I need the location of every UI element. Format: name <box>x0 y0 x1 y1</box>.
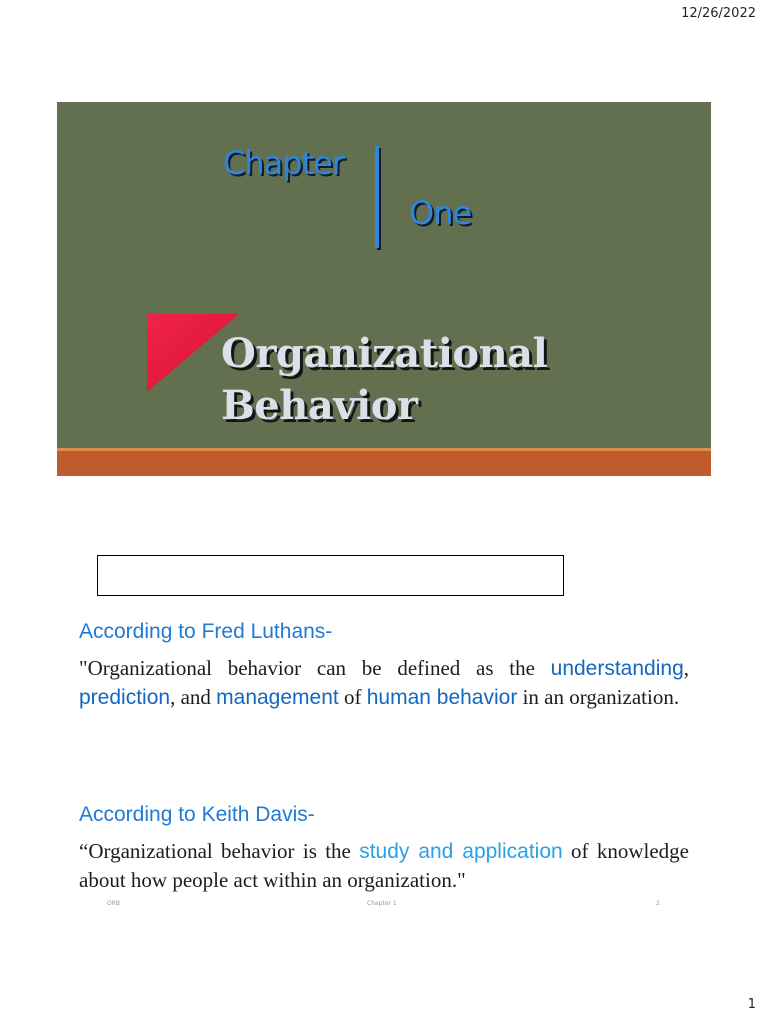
empty-title-box <box>97 555 564 596</box>
slide-footer-center: Chapter 1 <box>367 900 397 907</box>
quote-text: , <box>683 656 689 680</box>
davis-heading: According to Keith Davis- <box>79 803 315 826</box>
slide-stripe <box>57 451 711 476</box>
chapter-label: Chapter <box>223 144 344 182</box>
chapter-number: One <box>409 194 472 232</box>
slide-title-line2: Behavior <box>221 382 418 429</box>
quote-text: “Organizational behavior is the <box>79 839 360 863</box>
quote-text: of knowledge about how people act within an organization." <box>79 839 689 892</box>
highlighted-term: management <box>216 686 339 709</box>
chapter-divider <box>375 146 379 248</box>
highlighted-term: prediction <box>79 686 171 709</box>
highlighted-term: human behavior <box>366 686 518 709</box>
title-slide <box>57 102 711 476</box>
highlighted-term: understanding <box>550 657 684 680</box>
slide-title-line1: Organizational <box>221 330 548 377</box>
davis-section <box>79 803 689 894</box>
print-date: 12/26/2022 <box>681 6 756 21</box>
quote-text: "Organizational behavior can be defined as the <box>79 656 551 680</box>
luthans-heading: According to Fred Luthans- <box>79 620 333 643</box>
page-number: 1 <box>747 997 756 1012</box>
quote-text: in an organization. <box>517 685 680 709</box>
luthans-section <box>79 620 689 712</box>
highlighted-term: study and application <box>359 840 563 863</box>
definition-slide <box>0 500 768 920</box>
slide-footer-left: ORB <box>107 900 121 907</box>
slide-footer-page: 2 <box>656 900 660 907</box>
davis-quote <box>79 837 689 894</box>
quote-text: of <box>338 685 367 709</box>
luthans-quote <box>79 654 689 712</box>
slide-title <box>221 328 547 432</box>
quote-text: , and <box>170 685 217 709</box>
